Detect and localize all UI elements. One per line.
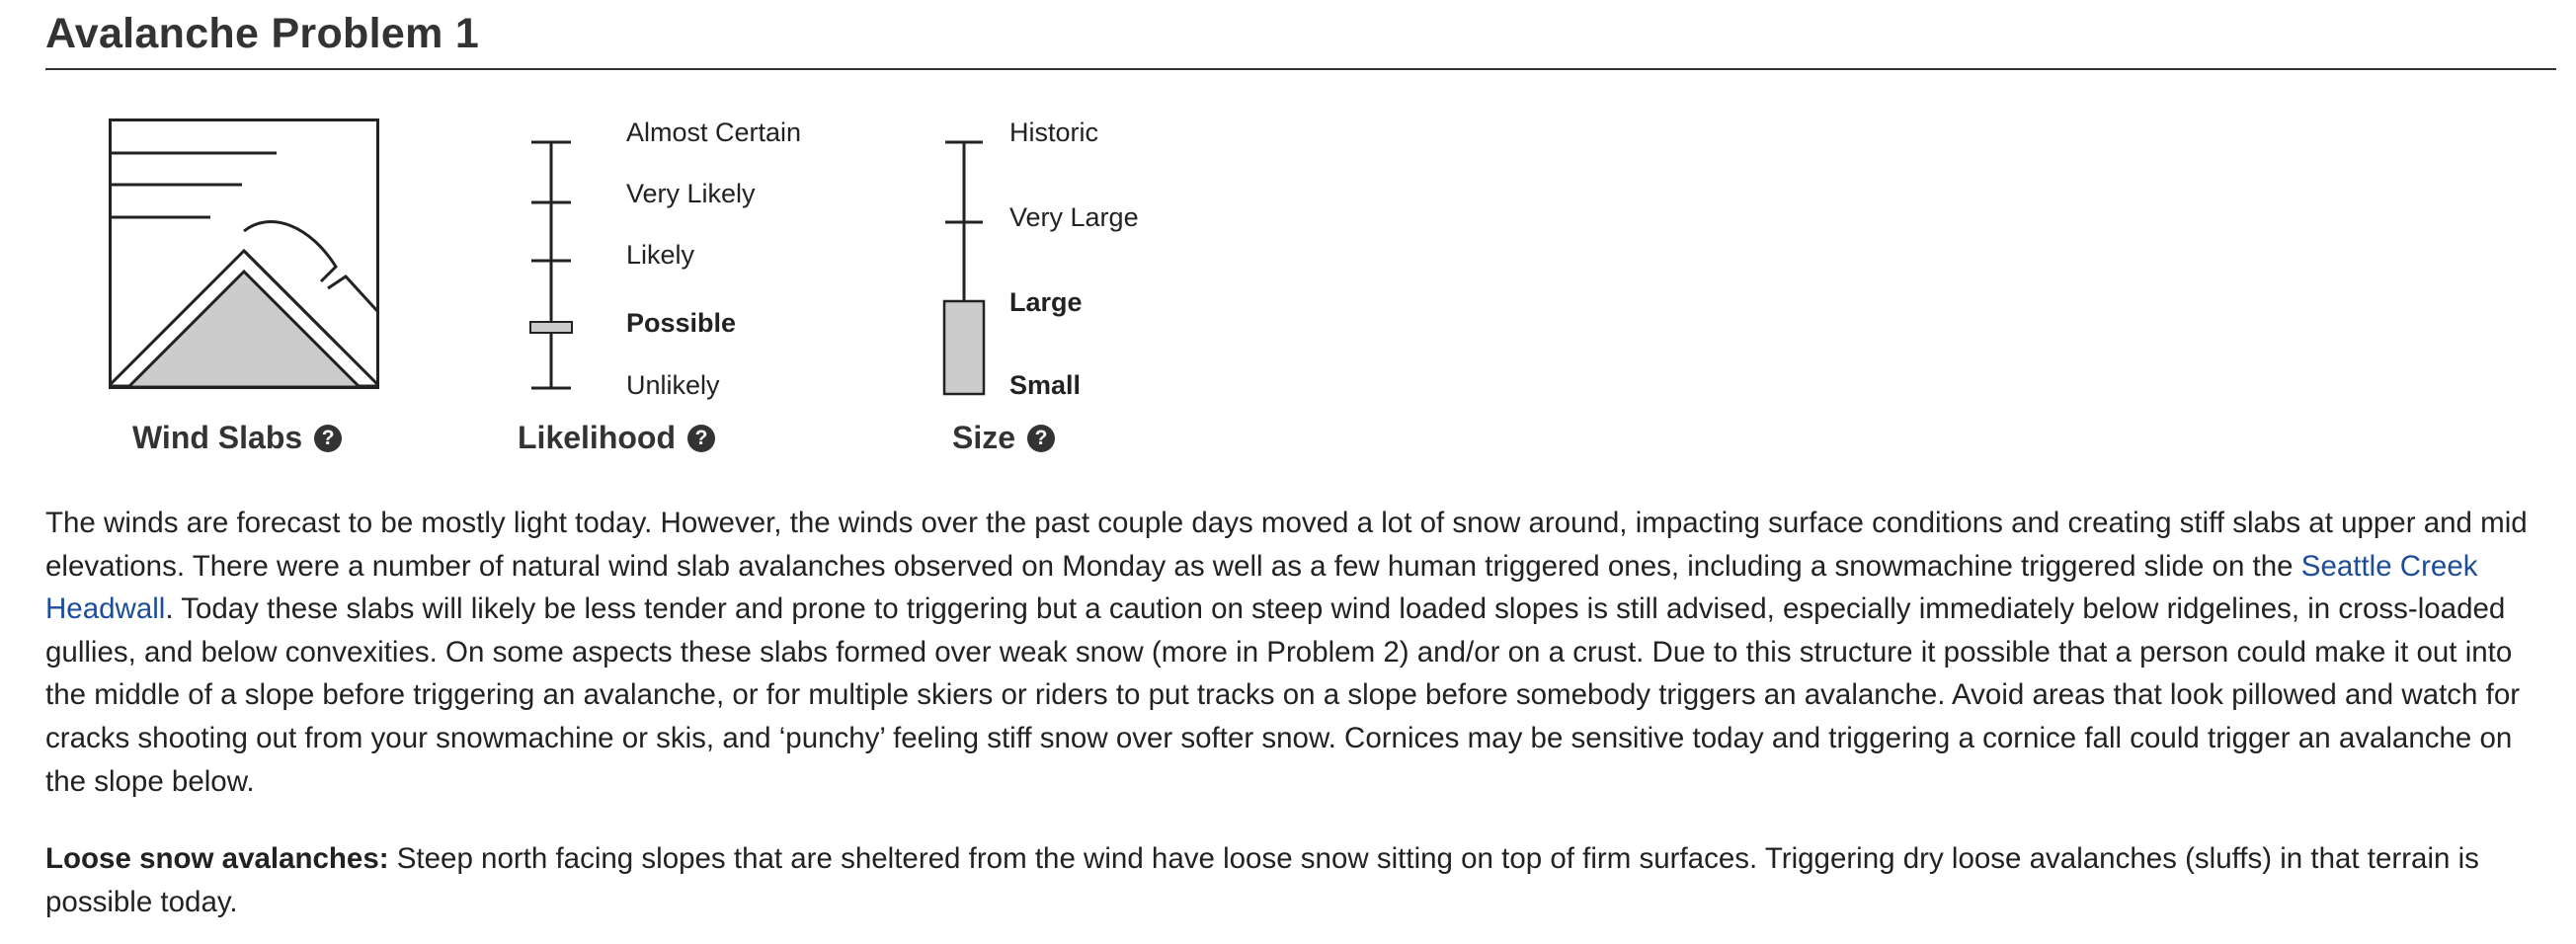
discussion-text: . Today these slabs will likely be less tender and prone to triggering but a caution on steep wind loaded slopes is still advised, especially immediately below ridgelines, in cross-loaded gullies, and below convexities. On some aspects these slabs formed over weak snow (more in Problem 2) and/or on a crust. Due to this structure it possible that a person could make it out into the middle of a slope before triggering an avalanche, or for multiple skiers or riders to put tracks on a slope before somebody triggers an avalanche. Avoid areas that look pillowed and watch for cracks shooting out from your snowmachine or skis, and ‘punchy’ feeling stiff snow over softer snow. Cornices may be sensitive today and triggering a cornice fall could trigger an avalanche on the slope below. <box>45 592 2521 798</box>
seattle-creek-headwall-link[interactable]: Seattle Creek Headwall <box>45 549 2478 626</box>
loose-snow-paragraph <box>45 837 2554 923</box>
size-label-historic: Historic <box>1009 118 1099 147</box>
size-label-very-large: Very Large <box>1009 202 1139 232</box>
size-label: Size <box>952 420 1016 455</box>
discussion-text: The winds are forecast to be mostly light today. However, the winds over the past couple days moved a lot of snow around, impacting surface conditions and creating stiff slabs at upper and mid elevations. There were a number of natural wind slab avalanches observed on Monday as well as a few human triggered ones, including a snowmachine triggered slide on the <box>45 507 2528 583</box>
likelihood-caption <box>518 420 715 456</box>
problem-type-label: Wind Slabs <box>132 420 303 455</box>
likelihood-marker-possible <box>530 322 572 333</box>
likelihood-label: Likelihood <box>518 420 676 455</box>
size-caption <box>952 420 1055 456</box>
likelihood-label-almost-certain: Almost Certain <box>626 118 802 147</box>
size-label-small: Small <box>1009 370 1082 400</box>
question-circle-icon[interactable]: ? <box>687 425 715 452</box>
loose-snow-text: Steep north facing slopes that are sheltered from the wind have loose snow sitting on top of firm surfaces. Triggering dry loose avalanches (sluffs) in that terrain is possible today. <box>45 842 2479 918</box>
size-label-large: Large <box>1009 287 1083 317</box>
likelihood-label-unlikely: Unlikely <box>626 370 720 400</box>
size-range-bar <box>944 301 984 394</box>
likelihood-label-possible: Possible <box>626 308 737 338</box>
page-title: Avalanche Problem 1 <box>45 10 480 57</box>
likelihood-label-very-likely: Very Likely <box>626 179 756 208</box>
question-circle-icon[interactable]: ? <box>314 425 342 452</box>
problem-discussion-paragraph <box>45 502 2554 803</box>
loose-snow-heading: Loose snow avalanches: <box>45 842 389 875</box>
question-circle-icon[interactable]: ? <box>1027 425 1055 452</box>
likelihood-label-likely: Likely <box>626 240 695 270</box>
